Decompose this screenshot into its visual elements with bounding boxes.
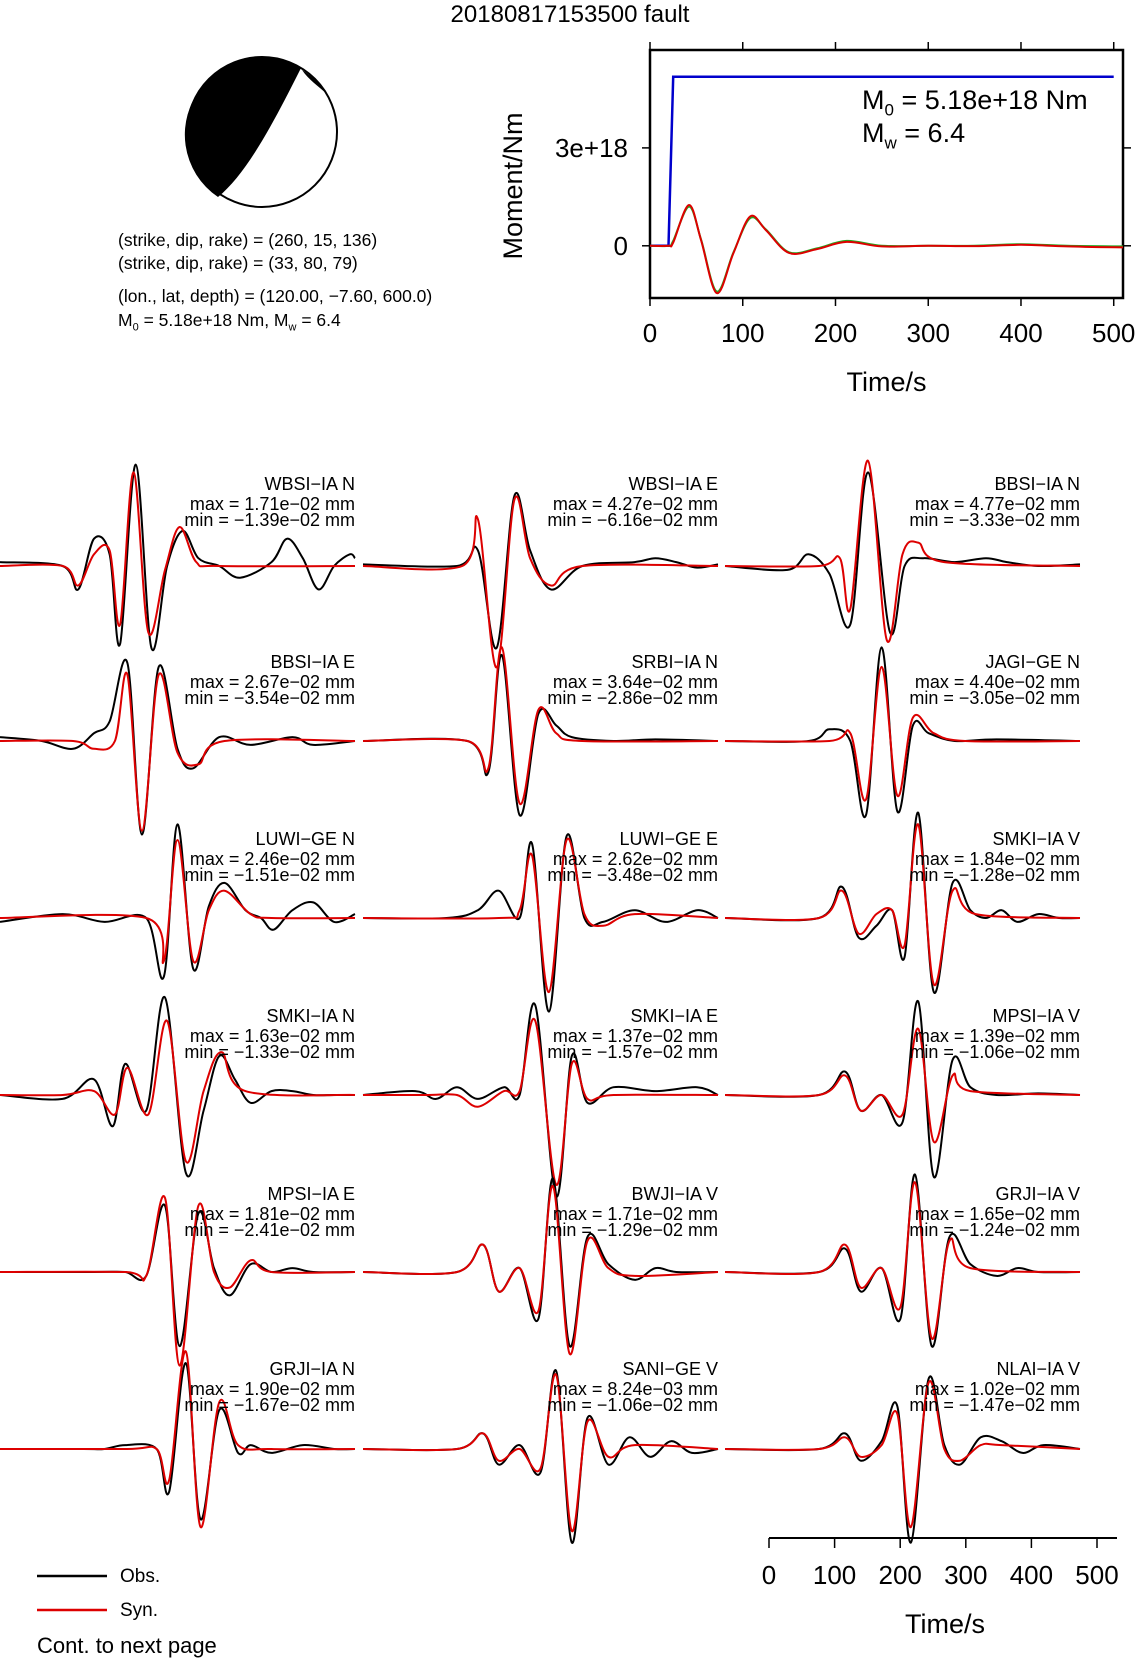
moment-xtick-label: 500 (1092, 318, 1136, 348)
max-amplitude-label: max = 1.39e−02 mm (914, 1026, 1080, 1046)
min-amplitude-label: min = −1.06e−02 mm (909, 1042, 1080, 1062)
moment-ytick-label: 3e+18 (554, 132, 628, 163)
magnitude-label-sub: w (884, 133, 897, 153)
max-amplitude-label: max = 1.90e−02 mm (189, 1379, 355, 1399)
magnitude-label (862, 118, 965, 153)
hypocenter-location: (lon., lat, depth) = (120.00, −7.60, 600.0) (118, 286, 433, 306)
time-axis-tick-label: 200 (878, 1560, 922, 1590)
waveform-panel (725, 461, 1080, 642)
max-amplitude-label: max = 4.40e−02 mm (914, 672, 1080, 692)
min-amplitude-label: min = −1.06e−02 mm (547, 1395, 718, 1415)
waveform-panel (363, 474, 718, 667)
moment-xtick-label: 200 (813, 318, 858, 348)
min-amplitude-label: min = −2.86e−02 mm (547, 688, 718, 708)
station-label: MPSI−IA V (992, 1006, 1080, 1026)
station-label: GRJI−IA N (269, 1359, 355, 1379)
station-label: SMKI−IA V (992, 829, 1080, 849)
waveform-time-axis (762, 1538, 1119, 1639)
time-axis-tick-label: 100 (812, 1560, 857, 1590)
m0-value: = 5.18e+18 Nm, M (138, 310, 289, 330)
max-amplitude-label: max = 1.37e−02 mm (552, 1026, 718, 1046)
station-label: BWJI−IA V (631, 1184, 718, 1204)
time-axis-tick-label: 500 (1075, 1560, 1119, 1590)
waveform-panel (0, 1184, 355, 1366)
moment-ylabel: Moment/Nm (498, 112, 528, 260)
station-label: SMKI−IA N (266, 1006, 355, 1026)
waveform-panel (0, 652, 355, 835)
min-amplitude-label: min = −2.41e−02 mm (184, 1220, 355, 1240)
m0-symbol: M (118, 310, 133, 330)
time-axis-tick-label: 0 (761, 1560, 777, 1590)
station-label: LUWI−GE N (255, 829, 355, 849)
max-amplitude-label: max = 1.84e−02 mm (914, 849, 1080, 869)
min-amplitude-label: min = −1.57e−02 mm (547, 1042, 718, 1062)
min-amplitude-label: min = −3.54e−02 mm (184, 688, 355, 708)
moment-label-value: = 5.18e+18 Nm (893, 85, 1088, 115)
min-amplitude-label: min = −1.28e−02 mm (909, 865, 1080, 885)
max-amplitude-label: max = 1.65e−02 mm (914, 1204, 1080, 1224)
continuation-note: Cont. to next page (37, 1633, 217, 1658)
page-title: 20180817153500 fault (450, 1, 690, 28)
nodal-plane-1: (strike, dip, rake) = (260, 15, 136) (118, 230, 378, 250)
moment-label-symbol: M (862, 85, 885, 115)
min-amplitude-label: min = −1.51e−02 mm (184, 865, 355, 885)
station-label: WBSI−IA N (264, 474, 355, 494)
mw-subscript: w (288, 321, 297, 334)
moment-label (862, 85, 1088, 120)
beachball-icon (185, 57, 337, 207)
min-amplitude-label: min = −1.29e−02 mm (547, 1220, 718, 1240)
waveform-panel (725, 1174, 1080, 1346)
station-label: GRJI−IA V (995, 1184, 1080, 1204)
max-amplitude-label: max = 1.71e−02 mm (189, 494, 355, 514)
waveform-panel (0, 824, 355, 979)
min-amplitude-label: min = −1.39e−02 mm (184, 510, 355, 530)
min-amplitude-label: min = −1.24e−02 mm (909, 1220, 1080, 1240)
magnitude-label-value: = 6.4 (896, 118, 966, 148)
moment-xtick-label: 100 (721, 318, 765, 348)
min-amplitude-label: min = −1.47e−02 mm (909, 1395, 1080, 1415)
station-label: SRBI−IA N (631, 652, 718, 672)
nodal-plane-2: (strike, dip, rake) = (33, 80, 79) (118, 253, 358, 273)
min-amplitude-label: min = −6.16e−02 mm (547, 510, 718, 530)
time-axis-tick-label: 300 (944, 1560, 988, 1590)
max-amplitude-label: max = 1.81e−02 mm (189, 1204, 355, 1224)
magnitude-label-symbol: M (862, 118, 885, 148)
max-amplitude-label: max = 2.46e−02 mm (189, 849, 355, 869)
moment-xtick-label: 400 (999, 318, 1043, 348)
station-label: BBSI−IA E (270, 652, 355, 672)
station-label: MPSI−IA E (267, 1184, 355, 1204)
station-label: JAGI−GE N (985, 652, 1080, 672)
waveform-panel (725, 1001, 1080, 1178)
moment-ytick-label: 0 (613, 230, 628, 261)
min-amplitude-label: min = −3.48e−02 mm (547, 865, 718, 885)
moment-xtick-label: 0 (642, 318, 658, 348)
min-amplitude-label: min = −3.05e−02 mm (909, 688, 1080, 708)
waveform-panel (363, 1359, 718, 1543)
max-amplitude-label: max = 2.62e−02 mm (552, 849, 718, 869)
legend-syn-label: Syn. (120, 1600, 159, 1621)
waveform-panel (363, 647, 718, 816)
waveform-panel (363, 829, 718, 1012)
min-amplitude-label: min = −1.33e−02 mm (184, 1042, 355, 1062)
station-label: LUWI−GE E (619, 829, 718, 849)
max-amplitude-label: max = 1.71e−02 mm (552, 1204, 718, 1224)
min-amplitude-label: min = −3.33e−02 mm (909, 510, 1080, 530)
waveform-panel (725, 647, 1080, 817)
time-axis-tick-label: 400 (1009, 1560, 1054, 1590)
max-amplitude-label: max = 1.63e−02 mm (189, 1026, 355, 1046)
time-axis-label: Time/s (905, 1609, 985, 1639)
moment-label-sub: 0 (884, 100, 894, 120)
waveform-panel (363, 1178, 718, 1354)
station-label: SANI−GE V (622, 1359, 718, 1379)
moment-magnitude-summary (118, 312, 341, 334)
max-amplitude-label: max = 8.24e−03 mm (552, 1379, 718, 1399)
waveform-panels (0, 461, 1080, 1543)
waveform-panel (725, 813, 1080, 993)
moment-rate-line (650, 205, 1123, 293)
station-label: NLAI−IA V (996, 1359, 1080, 1379)
station-label: WBSI−IA E (628, 474, 718, 494)
moment-xtick-label: 300 (906, 318, 950, 348)
moment-rate-line (650, 207, 1123, 292)
waveform-panel (725, 1359, 1080, 1543)
max-amplitude-label: max = 2.67e−02 mm (189, 672, 355, 692)
m0-subscript: 0 (132, 321, 139, 334)
station-label: SMKI−IA E (630, 1006, 718, 1026)
waveform-panel (0, 997, 355, 1177)
waveform-panel (363, 1003, 718, 1197)
station-label: BBSI−IA N (994, 474, 1080, 494)
max-amplitude-label: max = 3.64e−02 mm (552, 672, 718, 692)
max-amplitude-label: max = 1.02e−02 mm (914, 1379, 1080, 1399)
waveform-panel (0, 465, 355, 651)
max-amplitude-label: max = 4.27e−02 mm (552, 494, 718, 514)
mw-value: = 6.4 (296, 310, 341, 330)
legend-obs-label: Obs. (120, 1566, 161, 1587)
max-amplitude-label: max = 4.77e−02 mm (914, 494, 1080, 514)
waveform-panel (0, 1351, 355, 1527)
moment-xlabel: Time/s (846, 367, 927, 397)
min-amplitude-label: min = −1.67e−02 mm (184, 1395, 355, 1415)
